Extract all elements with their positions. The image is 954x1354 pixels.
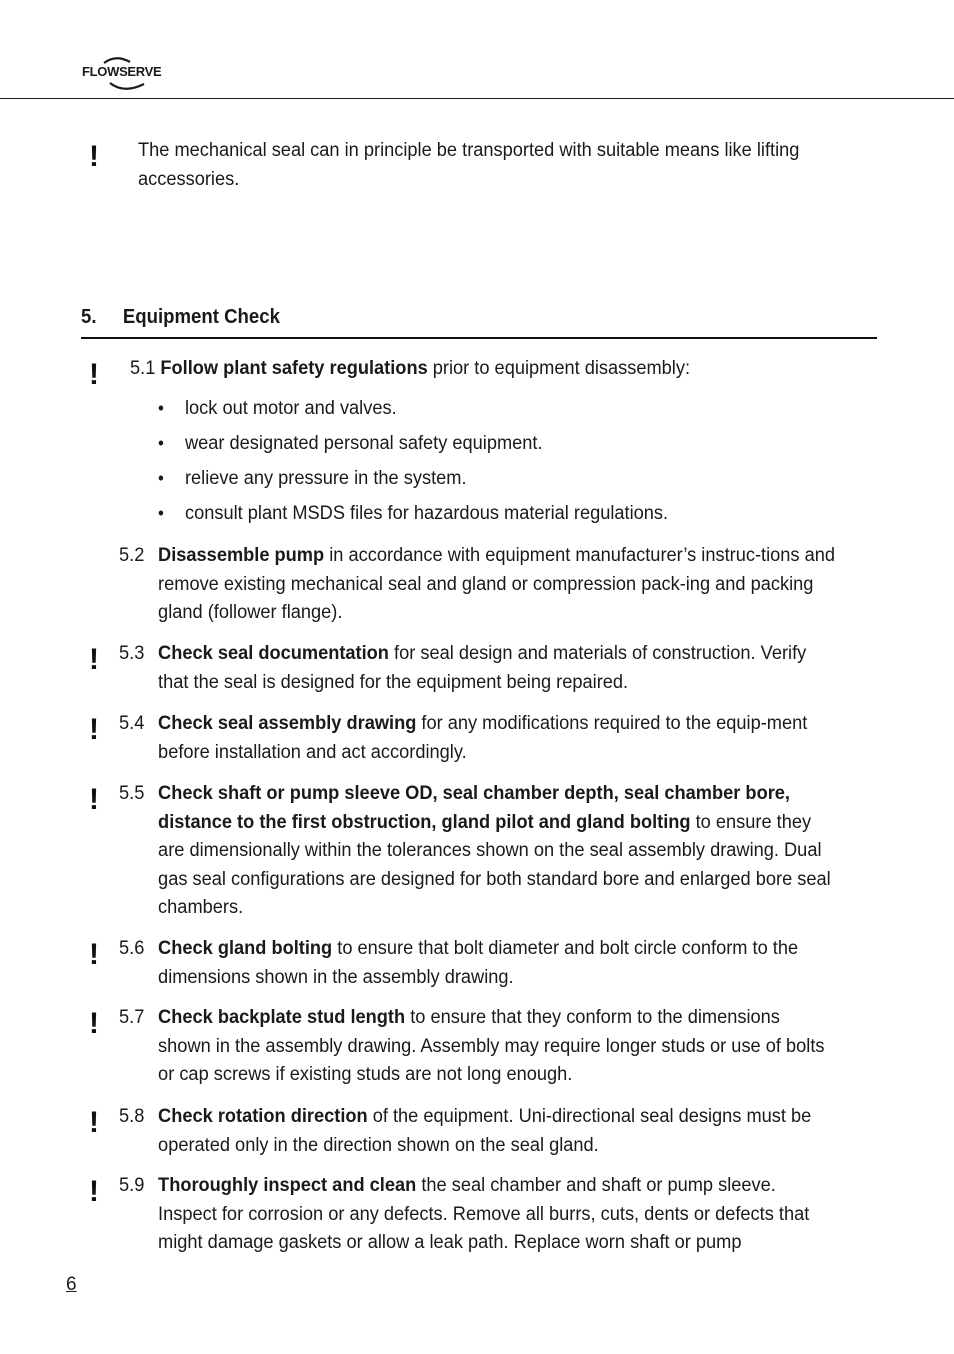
bullet-icon: • [158,398,164,418]
item-text: to ensure that they conform to the dimensions shown in the assembly drawing. Assembly may require longer studs or use of bolts or cap screws if existing studs are not long enough. [158,1006,825,1085]
section-rule [81,337,877,339]
list-item [158,428,668,463]
item-5-3 [119,639,835,696]
item-bold-text: Check rotation direction [158,1105,368,1127]
bullet-icon: • [158,503,164,523]
item-bold-text: Check gland bolting [158,937,333,959]
item-number: 5.2 [119,544,145,566]
warning-icon: ! [89,643,99,676]
warning-icon: ! [89,938,99,971]
warning-icon: ! [89,1007,99,1040]
bullet-text: relieve any pressure in the system. [184,467,467,489]
item-number: 5.4 [119,712,145,734]
bullet-text: wear designated personal safety equipment. [184,432,543,454]
item-text: of the equipment. Uni-directional seal designs must be operated only in the direction shown on the seal gland. [158,1105,812,1156]
bullet-icon: • [158,468,164,488]
warning-icon: ! [89,713,99,746]
header-rule [0,98,954,99]
warning-icon: ! [89,783,99,816]
item-number: 5.8 [119,1105,145,1127]
item-text: for any modifications required to the equip-ment before installation and act accordingly. [158,712,808,763]
item-bold-text: Check backplate stud length [158,1006,406,1028]
item-number: 5.5 [119,782,145,804]
item-text: to ensure they are dimensionally within the tolerances shown on the seal assembly drawing. Dual gas seal configurations are designed for both standard bore and enlarged bore seal chambers. [158,810,831,918]
page-number: 6 [66,1274,77,1295]
item-number: 5.9 [119,1174,145,1196]
warning-icon: ! [89,1175,99,1208]
item-text: to ensure that bolt diameter and bolt circle conform to the dimensions shown in the assembly drawing. [158,937,799,988]
item-5-9 [119,1171,835,1257]
item-5-8 [119,1102,835,1159]
warning-icon: ! [89,1106,99,1139]
item-bold-text: Check seal assembly drawing [158,712,417,734]
item-5-2 [119,541,835,627]
bullet-text: consult plant MSDS files for hazardous material regulations. [184,502,669,524]
warning-icon: ! [89,358,99,391]
warning-icon: ! [89,140,99,173]
item-number: 5.6 [119,937,145,959]
item-5-1 [130,354,846,383]
item-5-5 [119,779,835,922]
item-5-7 [119,1003,835,1089]
bullet-list [158,393,668,533]
item-bold-text: Disassemble pump [158,544,325,566]
item-5-6 [119,934,835,991]
intro-paragraph: The mechanical seal can in principle be transported with suitable means like lifting accessories. [138,139,800,190]
item-bold-text: Check seal documentation [158,642,389,664]
item-text: in accordance with equipment manufacturer’s instruc-tions and remove existing mechanical seal and gland or compression pack-ing and packing gland (follower flange). [158,544,835,623]
bullet-icon: • [158,433,164,453]
item-number: 5.1 [130,357,156,379]
item-number: 5.7 [119,1006,145,1028]
section-number: 5. [81,306,97,328]
list-item [158,463,668,498]
section-heading [81,306,280,329]
item-bold-text: Thoroughly inspect and clean [158,1174,417,1196]
section-title: Equipment Check [122,306,280,328]
item-number: 5.3 [119,642,145,664]
item-text: for seal design and materials of construction. Verify that the seal is designed for the equipment being repaired. [158,642,807,693]
item-bold-text: Check shaft or pump sleeve OD, seal chamber depth, seal chamber bore, distance to the first obstruction, gland pilot and gland bolting [158,782,790,833]
flowserve-logo [82,54,182,94]
list-item [158,393,668,428]
item-bold-text: Follow plant safety regulations [160,357,428,379]
item-5-4 [119,709,835,766]
item-text: the seal chamber and shaft or pump sleeve. Inspect for corrosion or any defects. Remove all burrs, cuts, dents or defects that might damage gaskets or allow a leak path. Replace worn shaft or pump [158,1174,810,1253]
logo-text: FLOWSERVE [82,64,162,79]
list-item [158,498,668,533]
bullet-text: lock out motor and valves. [184,397,397,419]
item-text: prior to equipment disassembly: [427,357,691,379]
